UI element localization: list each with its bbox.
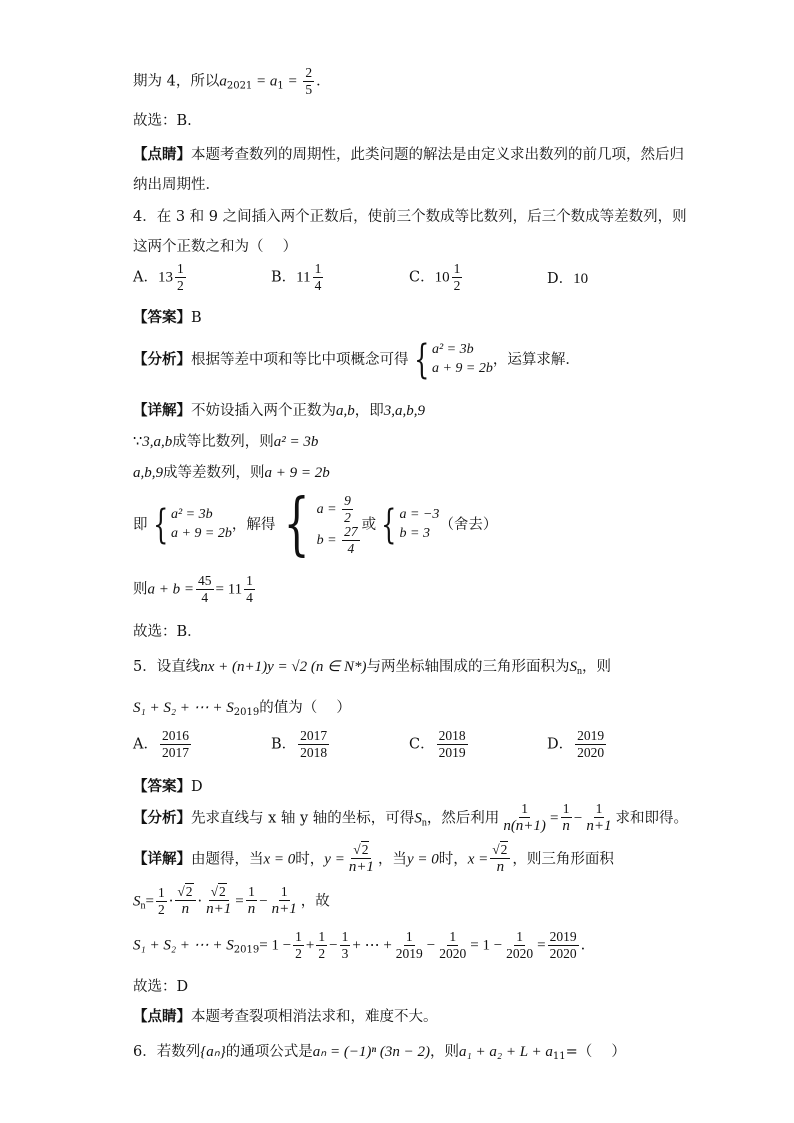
q4-answer: 【答案】B xyxy=(133,309,202,326)
q5-option-c: C． $\frac{2018}{2019}$ xyxy=(409,728,466,761)
choice-line-prev: 故选：B. xyxy=(133,113,192,129)
q5-options xyxy=(133,729,685,760)
q4-choose: 故选：B． xyxy=(133,624,202,640)
text-line-period: 期为 4，所以$a_{2021} = a_1$ = $\frac{2}{5}$ ． xyxy=(133,65,331,98)
q4-stem-2: 这两个正数之和为（ ） xyxy=(133,239,298,255)
q5-detail-area: $S_n=$ $\frac{1}{2}$ · $\frac{√2}{n}$ · $\frac{√2}{n+1}$ = $\frac{1}{n}$ − $\frac{1}{n+1}$ ，故 xyxy=(133,884,330,918)
q4-option-d: D．10 xyxy=(547,271,589,288)
q6-stem: 6．若数列{aₙ}的通项公式是aₙ = (−1)ⁿ (3n − 2)，则$a_1 + a_2 + L + a_{11}=$（ ） xyxy=(133,1044,626,1062)
q4-detail-sum: 则a + b = $\frac{45}{4}$ = 11 $\frac{1}{4}$ xyxy=(133,573,253,606)
q5-choose: 故选：D xyxy=(133,979,189,995)
q5-option-d: D． $\frac{2019}{2020}$ xyxy=(547,728,605,761)
q5-option-b: B． $\frac{2017}{2018}$ xyxy=(271,728,328,761)
q5-analysis: 【分析】先求直线与 x 轴 y 轴的坐标，可得$S_n$，然后利用 $\frac{1}{n(n+1)}$ = $\frac{1}{n}$ − $\frac{1}{n+1}$ 求和即得。 xyxy=(133,801,688,835)
q5-answer: 【答案】D xyxy=(133,778,203,795)
q4-option-c: C．10 $\frac{1}{2}$ xyxy=(409,261,461,294)
q4-option-a: A．13 $\frac{1}{2}$ xyxy=(133,261,184,294)
q4-options xyxy=(133,262,685,293)
q5-detail-1: 【详解】由题得，当x = 0时，y = $\frac{√2}{n+1}$ ，当y = 0时，x = $\frac{√2}{n}$ ，则三角形面积 xyxy=(133,842,614,876)
q5-stem-2: S₁ + S₂ + ⋯ + $S_{2019}$的值为（ ） xyxy=(133,700,351,718)
q5-stem-1: 5．设直线nx + (n+1)y = √2 (n ∈ N*)与两坐标轴围成的三角形面积为$S_n$，则 xyxy=(133,659,611,677)
q4-analysis: 【分析】根据等差中项和等比中项概念可得 { a² = 3b a + 9 = 2b ，运算求解． xyxy=(133,337,580,383)
q5-detail-telescope: S₁ + S₂ + ⋯ + $S_{2019}= 1$ − $\frac{1}{2}$ + $\frac{1}{2}$ − $\frac{1}{3}$ + ⋯ + $\frac{1}{2019}$ − $\frac{1}{2020}$ = 1 − $\frac{1}{2020}$ = $\frac{2019}{2020}$ . xyxy=(133,929,586,962)
q4-detail-2: ∵3,a,b成等比数列，则a² = 3b xyxy=(133,434,319,450)
q4-detail-1: 【详解】不妨设插入两个正数为a,b，即3,a,b,9 xyxy=(133,402,425,419)
q4-detail-3: a,b,9成等差数列，则a + 9 = 2b xyxy=(133,465,330,481)
q4-stem-1: 4．在 3 和 9 之间插入两个正数后，使前三个数成等比数列，后三个数成等差数列，则 xyxy=(133,209,687,225)
q5-option-a: A． $\frac{2016}{2017}$ xyxy=(133,728,189,761)
q4-option-b: B．11 $\frac{1}{4}$ xyxy=(271,261,322,294)
tip-line-prev-2: 纳出周期性． xyxy=(133,177,220,193)
fraction-2-5: $\frac{2}{5}$ xyxy=(305,65,313,98)
q5-tip: 【点睛】本题考查裂项相消法求和，难度不大。 xyxy=(133,1008,438,1025)
q4-detail-solve: 即 { a² = 3b a + 9 = 2b ，解得 { a = $\frac{9}{2}$ b = $\frac{27}{4}$ 或 { a = −3 b = 3 （舍去） xyxy=(133,485,498,564)
tip-line-prev: 【点睛】本题考查数列的周期性，此类问题的解法是由定义求出数列的前几项，然后归 xyxy=(133,146,684,163)
